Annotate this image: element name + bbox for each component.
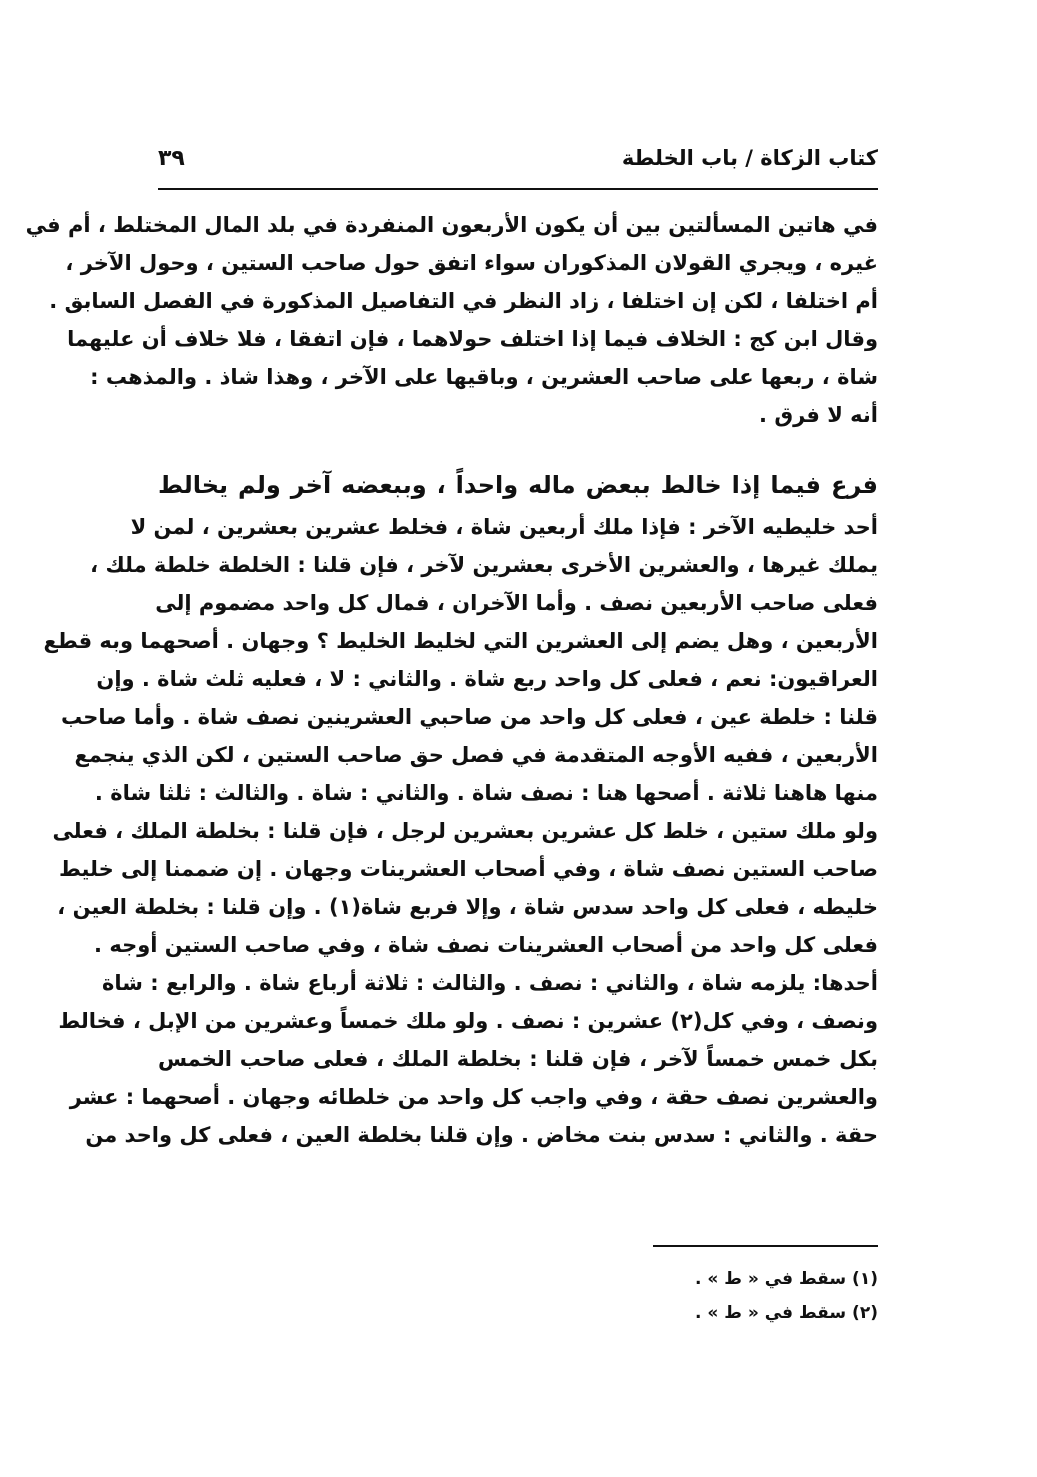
- text-line: أنه لا فرق .: [759, 403, 878, 427]
- section-heading: فرع فيما إذا خالط ببعض ماله واحداً ، وببعضه آخر ولم يخالط: [158, 471, 878, 499]
- text-line: الأربعين ، وهل يضم إلى العشرين التي لخليط الخليط ؟ وجهان . أصحهما وبه قطع: [43, 629, 878, 653]
- footnote-divider: [653, 1245, 878, 1247]
- footnotes: [560, 1262, 878, 1330]
- text-line: فعلى صاحب الأربعين نصف . وأما الآخران ، فمال كل واحد مضموم إلى: [155, 591, 878, 615]
- text-line: منها هاهنا ثلاثة . أصحها هنا : نصف شاة . والثاني : شاة . والثالث : ثلثا شاة .: [94, 781, 878, 805]
- text-line: قلنا : خلطة عين ، فعلى كل واحد من صاحبي العشرينين نصف شاة . وأما صاحب: [61, 705, 878, 729]
- text-line: غيره ، ويجري القولان المذكوران سواء اتفق حول صاحب الستين ، وحول الآخر ،: [65, 251, 878, 275]
- text-line: بكل خمس خمساً لآخر ، فإن قلنا : بخلطة الملك ، فعلى صاحب الخمس: [158, 1047, 878, 1071]
- footnote-1: (١) سقط في « ط » .: [694, 1269, 878, 1289]
- text-line: ونصف ، وفي كل(٢) عشرين : نصف . ولو ملك خمساً وعشرين من الإبل ، فخالط: [58, 1009, 878, 1033]
- footnote-2: (٢) سقط في « ط » .: [694, 1303, 878, 1323]
- text-line: أحدها: يلزمه شاة ، والثاني : نصف . والثالث : ثلاثة أرباع شاة . والرابع : شاة: [102, 971, 878, 995]
- text-line: صاحب الستين نصف شاة ، وفي أصحاب العشرينات وجهان . إن ضممنا إلى خليط: [58, 857, 878, 881]
- text-line: في هاتين المسألتين بين أن يكون الأربعون المنفردة في بلد المال المختلط ، أم في: [25, 213, 878, 237]
- text-line: حقة . والثاني : سدس بنت مخاض . وإن قلنا بخلطة العين ، فعلى كل واحد من: [85, 1123, 878, 1147]
- running-header: [158, 140, 878, 186]
- text-line: ولو ملك ستين ، خلط كل عشرين بعشرين لرجل ، فإن قلنا : بخلطة الملك ، فعلى: [52, 819, 878, 843]
- text-line: شاة ، ربعها على صاحب العشرين ، وباقيها على الآخر ، وهذا شاذ . والمذهب :: [90, 365, 878, 389]
- text-line: أحد خليطيه الآخر : فإذا ملك أربعين شاة ، فخلط عشرين بعشرين ، لمن لا: [130, 515, 878, 539]
- page-number: ٣٩: [158, 146, 185, 171]
- text-line: أم اختلفا ، لكن إن اختلفا ، زاد النظر في التفاصيل المذكورة في الفصل السابق .: [49, 289, 878, 313]
- section-far: [43, 462, 878, 1154]
- text-line: خليطه ، فعلى كل واحد سدس شاة ، وإلا فربع شاة(١) . وإن قلنا : بخلطة العين ،: [57, 895, 878, 919]
- header-divider: [158, 188, 878, 190]
- text-line: يملك غيرها ، والعشرين الأخرى بعشرين لآخر ، فإن قلنا : الخلطة خلطة ملك ،: [90, 553, 878, 577]
- text-line: العراقيون: نعم ، فعلى كل واحد ربع شاة . والثاني : لا ، فعليه ثلث شاة . وإن: [96, 667, 878, 691]
- text-line: الأربعين ، ففيه الأوجه المتقدمة في فصل حق صاحب الستين ، لكن الذي ينجمع: [74, 743, 878, 767]
- text-line: فعلى كل واحد من أصحاب العشرينات نصف شاة ، وفي صاحب الستين أوجه .: [94, 933, 878, 957]
- text-line: وقال ابن كج : الخلاف فيما إذا اختلف حولاهما ، فإن اتفقا ، فلا خلاف أن عليهما: [67, 327, 878, 351]
- paragraph-continuation: [25, 206, 878, 434]
- text-line: والعشرين نصف حقة ، وفي واجب كل واحد من خلطائه وجهان . أصحهما : عشر: [69, 1085, 878, 1109]
- chapter-title: كتاب الزكاة / باب الخلطة: [621, 146, 878, 170]
